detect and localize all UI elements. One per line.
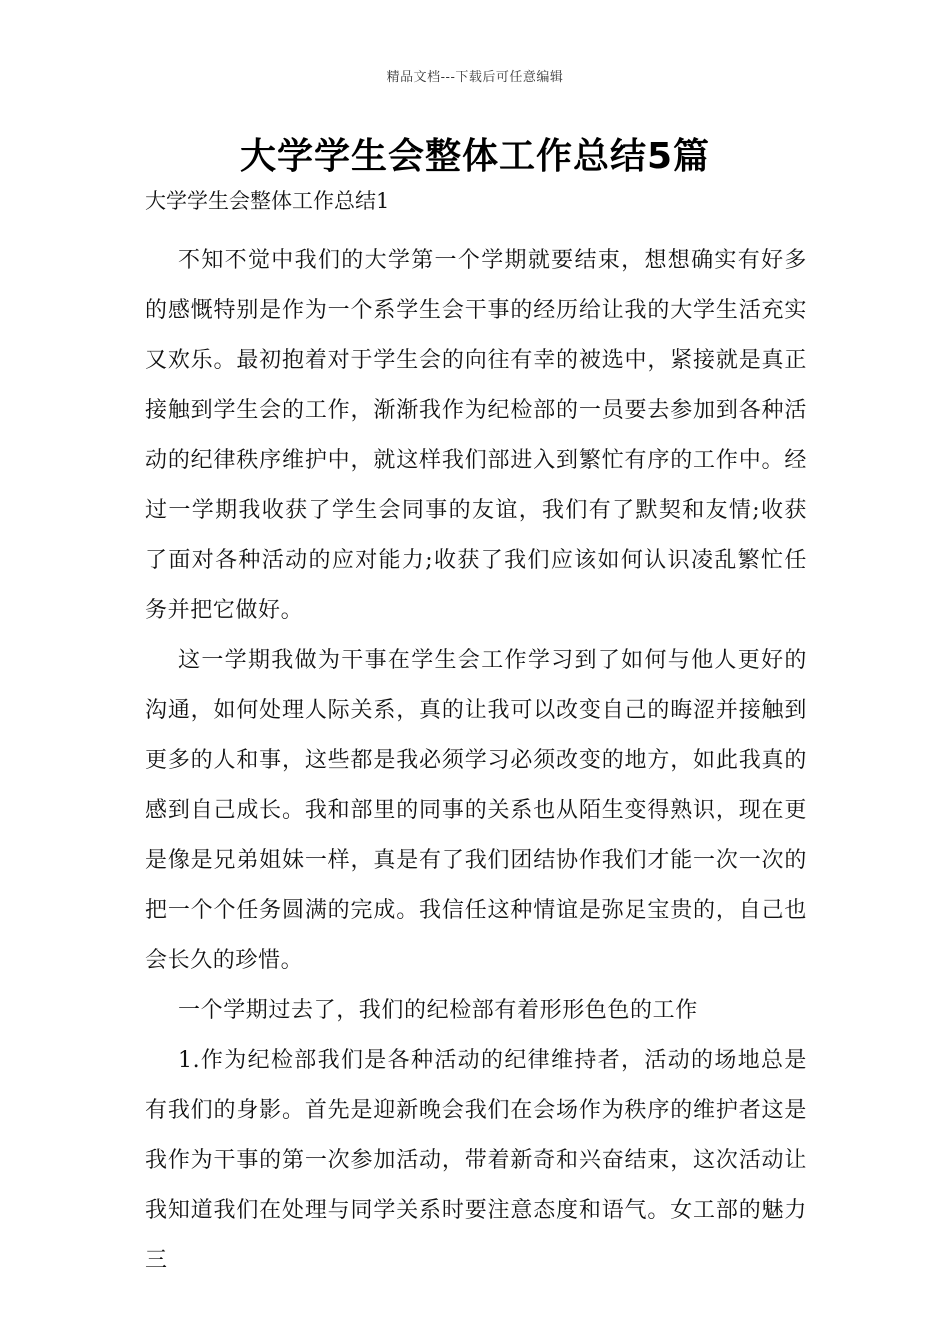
paragraph-2: 这一学期我做为干事在学生会工作学习到了如何与他人更好的沟通，如何处理人际关系，真的让我可以改变自己的晦涩并接触到更多的人和事，这些都是我必须学习必须改变的地方，如此我真的感到自己成长。我和部里的同事的关系也从陌生变得熟识，现在更是像是兄弟姐妹一样，真是有了我们团结协作我们才能一次一次的把一个个任务圆满的完成。我信任这种情谊是弥足宝贵的，自己也会长久的珍惜。 xyxy=(145,648,807,973)
header-note: 精品文档---下载后可任意编辑 xyxy=(386,70,564,85)
section-heading: 大学学生会整体工作总结1 xyxy=(145,189,390,213)
paragraph-4: 1.作为纪检部我们是各种活动的纪律维持者，活动的场地总是有我们的身影。首先是迎新晚会我们在会场作为秩序的维护者这是我作为干事的第一次参加活动，带着新奇和兴奋结束，这次活动让我知道我们在处理与同学关系时要注意态度和语气。女工部的魅力三 xyxy=(145,1048,807,1273)
paragraph-1: 不知不觉中我们的大学第一个学期就要结束，想想确实有好多的感慨特别是作为一个系学生会干事的经历给让我的大学生活充实又欢乐。最初抱着对于学生会的向往有幸的被选中，紧接就是真正接触到学生会的工作，渐渐我作为纪检部的一员要去参加到各种活动的纪律秩序维护中，就这样我们部进入到繁忙有序的工作中。经过一学期我收获了学生会同事的友谊，我们有了默契和友情;收获了面对各种活动的应对能力;收获了我们应该如何认识凌乱繁忙任务并把它做好。 xyxy=(145,248,807,623)
document-title: 大学学生会整体工作总结5篇 xyxy=(239,136,711,177)
document-body xyxy=(145,186,807,1286)
paragraph-3: 一个学期过去了，我们的纪检部有着形形色色的工作 xyxy=(178,998,698,1023)
